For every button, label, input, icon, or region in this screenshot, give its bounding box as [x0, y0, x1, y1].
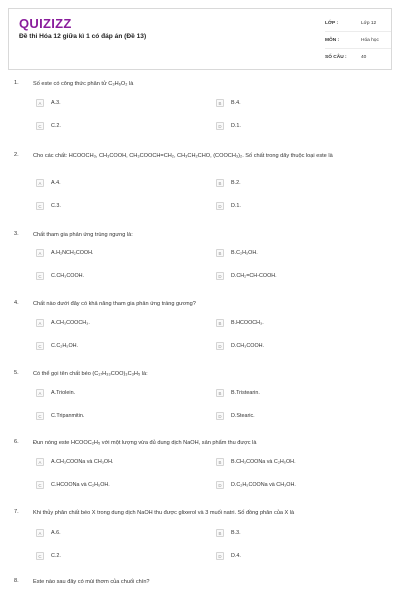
option-c[interactable]	[36, 201, 61, 211]
option-text: B.2.	[231, 180, 241, 186]
meta-value: Lớp 12	[361, 20, 377, 26]
option-letter: A	[36, 179, 44, 187]
meta-value: 40	[361, 54, 367, 60]
quizizz-logo[interactable]: QUIZIZZ	[19, 16, 72, 31]
option-text: B.HCOOCH₃.	[231, 320, 264, 326]
question-number: 2.	[14, 152, 19, 158]
option-a[interactable]	[36, 178, 61, 188]
option-b[interactable]	[216, 528, 241, 538]
option-letter: A	[36, 458, 44, 466]
option-d[interactable]	[216, 121, 241, 131]
option-d[interactable]	[216, 341, 264, 351]
option-b[interactable]	[216, 457, 296, 467]
option-text: B.4.	[231, 100, 241, 106]
option-letter: A	[36, 249, 44, 257]
option-text: B.CH₃COONa và C₂H₅OH.	[231, 459, 296, 465]
option-c[interactable]	[36, 271, 84, 281]
option-d[interactable]	[216, 201, 241, 211]
option-letter: D	[216, 481, 224, 489]
option-b[interactable]	[216, 178, 241, 188]
option-text: A.H₂NCH₂COOH.	[51, 250, 94, 256]
option-text: C.2.	[51, 553, 61, 559]
option-a[interactable]	[36, 388, 75, 398]
option-text: C.Tripanmitin.	[51, 413, 85, 419]
option-letter: C	[36, 412, 44, 420]
question-number: 8.	[14, 578, 19, 584]
option-text: B.C₂H₅OH.	[231, 250, 258, 256]
option-text: C.CH₃COOH.	[51, 273, 85, 279]
option-letter: D	[216, 342, 224, 350]
document-title: Đề thi Hóa 12 giữa kì 1 có đáp án (Đề 13)	[19, 33, 147, 40]
option-c[interactable]	[36, 480, 110, 490]
option-letter: C	[36, 122, 44, 130]
option-text: A.3.	[51, 100, 61, 106]
option-text: A.6.	[51, 530, 61, 536]
option-letter: D	[216, 552, 224, 560]
quiz-meta	[325, 15, 391, 65]
option-letter: D	[216, 272, 224, 280]
question-text: Khi thủy phân chất béo X trong dung dịch NaOH thu được glixerol và 3 muối natri. Số đồng phân của X là	[33, 510, 295, 516]
meta-row-class	[325, 15, 391, 31]
question-text: Chất tham gia phản ứng trùng ngưng là:	[33, 232, 133, 238]
option-text: A.CH₃COONa và CH₃OH.	[51, 459, 114, 465]
option-text: D.CH₃COOH.	[231, 343, 265, 349]
option-a[interactable]	[36, 528, 61, 538]
question-text: Chất nào dưới đây có khả năng tham gia phản ứng tráng gương?	[33, 301, 196, 307]
option-d[interactable]	[216, 551, 241, 561]
question-text: Este nào sau đây có mùi thơm của chuối chín?	[33, 579, 150, 585]
question-text: Đun nóng este HCOOC₂H₅ với một lượng vừa đủ dung dịch NaOH, sản phẩm thu được là	[33, 440, 257, 446]
option-a[interactable]	[36, 98, 61, 108]
option-text: D.1.	[231, 123, 241, 129]
meta-key: LỚP :	[325, 20, 339, 26]
option-letter: A	[36, 529, 44, 537]
option-text: B.Tristearin.	[231, 390, 260, 396]
option-c[interactable]	[36, 121, 61, 131]
option-text: B.3.	[231, 530, 241, 536]
meta-value: Hóa học	[361, 37, 379, 43]
question-number: 6.	[14, 439, 19, 445]
meta-key: SỐ CÂU :	[325, 54, 347, 60]
option-d[interactable]	[216, 480, 296, 490]
option-a[interactable]	[36, 248, 94, 258]
option-text: C.2.	[51, 123, 61, 129]
meta-key: MÔN :	[325, 37, 340, 43]
option-a[interactable]	[36, 318, 90, 328]
question-text: Số este có công thức phân tử C₃H₆O₂ là	[33, 81, 134, 87]
option-b[interactable]	[216, 98, 241, 108]
option-letter: C	[36, 481, 44, 489]
meta-row-count	[325, 48, 391, 65]
question-number: 7.	[14, 509, 19, 515]
option-text: C.C₂H₅OH.	[51, 343, 79, 349]
option-letter: B	[216, 99, 224, 107]
option-text: D.4.	[231, 553, 241, 559]
option-text: C.3.	[51, 203, 61, 209]
option-text: A.Triolein.	[51, 390, 76, 396]
option-text: D.1.	[231, 203, 241, 209]
question-number: 5.	[14, 370, 19, 376]
option-letter: B	[216, 458, 224, 466]
question-text: Cho các chất: HCOOCH₃, CH₃COOH, CH₃COOCH=CH₂, CH₃CH₂CHO, (COOCH₃)₂. Số chất trong dãy thuộc loại este là	[33, 153, 333, 159]
option-d[interactable]	[216, 271, 277, 281]
option-text: D.C₂H₅COONa và CH₃OH.	[231, 482, 296, 488]
question-number: 3.	[14, 231, 19, 237]
option-letter: B	[216, 389, 224, 397]
option-letter: D	[216, 122, 224, 130]
option-letter: C	[36, 342, 44, 350]
option-letter: C	[36, 272, 44, 280]
option-letter: D	[216, 412, 224, 420]
option-b[interactable]	[216, 318, 264, 328]
question-number: 4.	[14, 300, 19, 306]
option-letter: C	[36, 552, 44, 560]
option-letter: C	[36, 202, 44, 210]
option-text: D.CH₂=CH-COOH.	[231, 273, 277, 279]
option-letter: A	[36, 389, 44, 397]
quiz-header	[8, 8, 392, 70]
option-d[interactable]	[216, 411, 255, 421]
option-letter: B	[216, 179, 224, 187]
option-letter: A	[36, 319, 44, 327]
option-b[interactable]	[216, 248, 258, 258]
option-c[interactable]	[36, 411, 84, 421]
option-c[interactable]	[36, 551, 61, 561]
option-b[interactable]	[216, 388, 260, 398]
option-text: A.CH₃COOCH₃.	[51, 320, 90, 326]
question-number: 1.	[14, 80, 19, 86]
option-c[interactable]	[36, 341, 78, 351]
option-letter: B	[216, 249, 224, 257]
question-text: Có thể gọi tên chất béo (C₁₇H₃₃COO)₃C₃H₅ là:	[33, 371, 148, 377]
option-text: D.Stearic.	[231, 413, 255, 419]
option-letter: A	[36, 99, 44, 107]
option-letter: B	[216, 529, 224, 537]
option-text: A.4.	[51, 180, 61, 186]
meta-row-subject	[325, 31, 391, 48]
option-letter: D	[216, 202, 224, 210]
option-a[interactable]	[36, 457, 114, 467]
option-text: C.HCOONa và C₂H₅OH.	[51, 482, 110, 488]
option-letter: B	[216, 319, 224, 327]
